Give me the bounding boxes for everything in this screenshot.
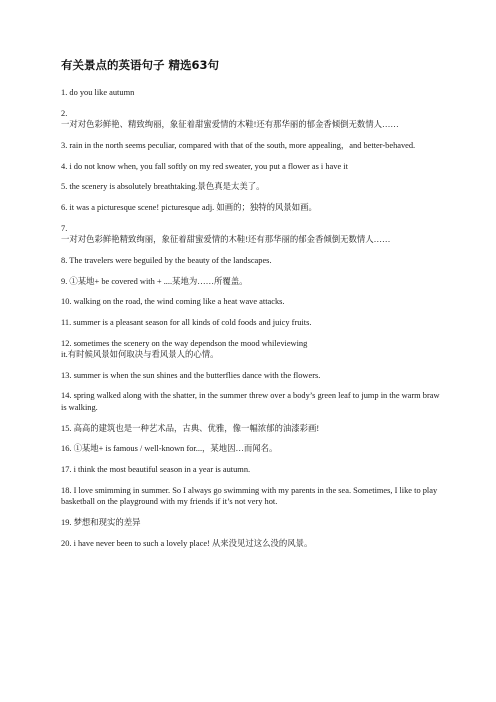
list-item: 14. spring walked along with the shatter, in the summer threw over a body’s green leaf to jump in the warm braw is walking. (61, 391, 440, 412)
list-item: 8. The travelers were beguiled by the beauty of the landscapes. (61, 255, 272, 265)
page-title: 有关景点的英语句子 精选63句 (61, 58, 220, 72)
list-item: 10. walking on the road, the wind coming like a heat wave attacks. (61, 297, 285, 307)
list-item: 15. 高高的建筑也是一种艺术品，古典、优雅，像一幅浓郁的油漆彩画! (61, 423, 320, 433)
list-item: 1. do you like autumn (61, 88, 135, 97)
list-item: 13. summer is when the sun shines and the butterflies dance with the flowers. (61, 370, 321, 380)
list-item: 6. it was a picturesque scene! picturesque adj. 如画的；独特的风景如画。 (61, 202, 317, 212)
list-item: 12. sometimes the scenery on the way dependson the mood whileviewing it.有时候风景如何取决与看风景人的心情。 (61, 338, 308, 360)
list-item: 17. i think the most beautiful season in a year is autumn. (61, 465, 251, 474)
list-item: 19. 梦想和现实的差异 (61, 517, 141, 527)
list-item: 4. i do not know when, you fall softly on my red sweater, you put a flower as i have it (61, 161, 348, 171)
list-item: 2. 一对对色彩鲜艳、精致绚丽，象征着甜蜜爱情的木鞋!还有那华丽的郁金香倾倒无数情人…… (61, 108, 399, 130)
list-item: 5. the scenery is absolutely breathtaking.景色真是太美了。 (61, 182, 265, 192)
list-item: 9. ①某地+ be covered with + ....某地为……所覆盖。 (61, 276, 248, 286)
list-item: 3. rain in the north seems peculiar, compared with that of the south, more appealing，and better-behaved. (61, 140, 416, 150)
list-item: 11. summer is a pleasant season for all kinds of cold foods and juicy fruits. (61, 317, 312, 327)
list-item: 16. ①某地+ is famous / well-known for...，某地因…而闻名。 (61, 444, 278, 454)
list-item: 20. i have never been to such a lovely place! 从来没见过这么没的风景。 (61, 538, 313, 548)
document-page (61, 58, 441, 558)
list-item: 18. I love smimming in summer. So I always go swimming with my parents in the sea. Sometimes, I like to play basketball on the playground with my friends if it’s not very hot. (61, 485, 438, 507)
list-item: 7. 一对对色彩鲜艳精致绚丽，象征着甜蜜爱情的木鞋!还有那华丽的郁金香倾倒无数情人…… (61, 223, 391, 245)
